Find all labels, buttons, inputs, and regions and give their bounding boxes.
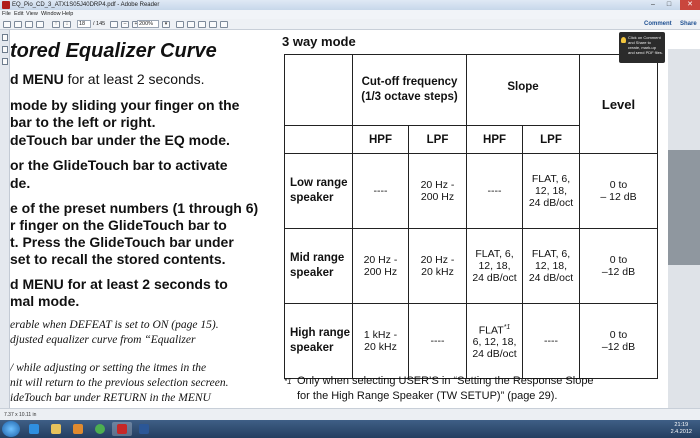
high-cutoff-lpf: ---- bbox=[409, 304, 467, 379]
header-slope: Slope bbox=[467, 55, 580, 126]
left-line-11: d MENU for at least 2 seconds to bbox=[10, 276, 228, 292]
left-note-3: / while adjusting or setting the itmes in the bbox=[10, 362, 207, 374]
fit-width-icon[interactable] bbox=[187, 21, 195, 28]
mid-slope-hpf: FLAT, 6, 12, 18, 24 dB/oct bbox=[467, 229, 523, 304]
left-note-1: erable when DEFEAT is set to ON (page 15). bbox=[10, 319, 219, 331]
subheader-cutoff-lpf: LPF bbox=[409, 126, 467, 154]
comment-share-tooltip: Click on Comment and Share to create, mark-up and send PDF files. bbox=[619, 32, 665, 63]
table-corner-cell bbox=[285, 55, 353, 126]
row-label-low: Low range speaker bbox=[285, 154, 353, 229]
open-icon[interactable] bbox=[3, 21, 11, 28]
eq-settings-table bbox=[284, 54, 658, 379]
taskbar-chrome-icon[interactable] bbox=[90, 422, 110, 436]
comment-bubble-icon[interactable] bbox=[198, 21, 206, 28]
mid-cutoff-hpf: 20 Hz - 200 Hz bbox=[353, 229, 409, 304]
header-cutoff-frequency: Cut-off frequency (1/3 octave steps) bbox=[353, 55, 467, 126]
left-line-9: t. Press the GlideTouch bar under bbox=[10, 234, 234, 250]
zoom-field[interactable]: 200% bbox=[137, 20, 159, 28]
table-row-high bbox=[285, 304, 658, 379]
taskbar-ie-icon[interactable] bbox=[24, 422, 44, 436]
window-title: EQ_Pio_CD_3_ATX1S05J40DRP4.pdf - Adobe Reader bbox=[12, 2, 160, 8]
subheader-slope-hpf: HPF bbox=[467, 126, 523, 154]
bookmarks-icon[interactable] bbox=[2, 46, 8, 53]
next-page-icon[interactable]: ↓ bbox=[63, 21, 71, 28]
left-line-12: mal mode. bbox=[10, 293, 80, 309]
share-pane-button[interactable]: Share bbox=[680, 21, 697, 27]
table-row-low bbox=[285, 154, 658, 229]
footnote-mark: *1 bbox=[284, 377, 292, 386]
taskbar bbox=[0, 420, 700, 438]
navigation-pane bbox=[0, 30, 10, 408]
menu-edit[interactable]: Edit bbox=[14, 11, 24, 17]
left-line-5: or the GlideTouch bar to activate bbox=[10, 157, 228, 173]
taskbar-explorer-icon[interactable] bbox=[46, 422, 66, 436]
adobe-reader-icon bbox=[2, 1, 10, 9]
low-level: 0 to – 12 dB bbox=[580, 154, 658, 229]
left-note-2: djusted equalizer curve from “Equalizer bbox=[10, 334, 196, 346]
status-bar bbox=[0, 408, 700, 420]
row-label-mid: Mid range speaker bbox=[285, 229, 353, 304]
page-total: / 145 bbox=[93, 21, 106, 27]
title-bar bbox=[0, 0, 700, 10]
mid-cutoff-lpf: 20 Hz - 20 kHz bbox=[409, 229, 467, 304]
high-level: 0 to –12 dB bbox=[580, 304, 658, 379]
low-slope-lpf: FLAT, 6, 12, 18, 24 dB/oct bbox=[523, 154, 580, 229]
low-slope-hpf: ---- bbox=[467, 154, 523, 229]
left-note-4: nit will return to the previous selection secreen. bbox=[10, 377, 229, 389]
menu-help[interactable]: Help bbox=[62, 11, 74, 17]
save-icon[interactable] bbox=[14, 21, 22, 28]
footnote-ref: *1 bbox=[503, 323, 511, 331]
left-line-7: e of the preset numbers (1 through 6) bbox=[10, 200, 259, 216]
clock-time: 21:19 bbox=[674, 422, 689, 428]
header-level: Level bbox=[580, 55, 658, 154]
taskbar-media-icon[interactable] bbox=[68, 422, 88, 436]
highlight-icon[interactable] bbox=[209, 21, 217, 28]
page-size: 7.37 x 10.11 in bbox=[4, 412, 37, 418]
right-side-pane bbox=[668, 30, 700, 408]
minimize-button[interactable]: – bbox=[651, 1, 655, 8]
zoom-dropdown-icon[interactable]: ▾ bbox=[162, 21, 170, 28]
low-cutoff-hpf: ---- bbox=[353, 154, 409, 229]
page-thumbnails-icon[interactable] bbox=[2, 34, 8, 41]
attachments-icon[interactable] bbox=[2, 58, 8, 65]
page-number-field[interactable]: 18 bbox=[77, 20, 91, 28]
previous-page-icon[interactable]: ↑ bbox=[52, 21, 60, 28]
maximize-button[interactable]: □ bbox=[666, 1, 672, 8]
sign-icon[interactable] bbox=[220, 21, 228, 28]
high-cutoff-hpf: 1 kHz - 20 kHz bbox=[353, 304, 409, 379]
high-slope-lpf: ---- bbox=[523, 304, 580, 379]
left-line-10: set to recall the stored contents. bbox=[10, 251, 226, 267]
footnote-line-2: for the High Range Speaker (TW SETUP)” (page 29). bbox=[297, 390, 558, 402]
close-button[interactable]: ✕ bbox=[680, 0, 700, 10]
email-icon[interactable] bbox=[36, 21, 44, 28]
menu-window[interactable]: Window bbox=[41, 11, 61, 17]
left-line-8: r finger on the GlideTouch bar to bbox=[10, 217, 227, 233]
clock-date: 2.4.2012 bbox=[670, 429, 692, 435]
print-icon[interactable] bbox=[25, 21, 33, 28]
zoom-out-icon[interactable]: – bbox=[121, 21, 129, 28]
mid-slope-lpf: FLAT, 6, 12, 18, 24 dB/oct bbox=[523, 229, 580, 304]
low-cutoff-lpf: 20 Hz - 200 Hz bbox=[409, 154, 467, 229]
taskbar-word-icon[interactable] bbox=[134, 422, 154, 436]
left-line-4: deTouch bar under the EQ mode. bbox=[10, 132, 230, 148]
toolbar bbox=[0, 19, 700, 30]
footnote-line-1: Only when selecting USER’S in “Setting the Response Slope bbox=[297, 375, 594, 387]
mid-level: 0 to –12 dB bbox=[580, 229, 658, 304]
menu-view[interactable]: View bbox=[26, 11, 38, 17]
lightbulb-icon bbox=[621, 37, 626, 43]
left-line-6: de. bbox=[10, 175, 31, 191]
subheader-slope-lpf: LPF bbox=[523, 126, 580, 154]
hand-tool-icon[interactable] bbox=[110, 21, 118, 28]
taskbar-adobe-reader-icon[interactable] bbox=[112, 422, 132, 436]
table-blank-cell bbox=[285, 126, 353, 154]
comment-pane-button[interactable]: Comment bbox=[644, 21, 672, 27]
system-clock[interactable] bbox=[671, 422, 692, 436]
menu-file[interactable]: File bbox=[2, 11, 11, 17]
row-label-high: High range speaker bbox=[285, 304, 353, 379]
document-view bbox=[10, 30, 668, 408]
left-note-5: ideTouch bar under RETURN in the MENU bbox=[10, 392, 211, 404]
zoom-in-icon[interactable]: + bbox=[132, 21, 140, 28]
scrollbar-thumb[interactable] bbox=[668, 150, 700, 265]
left-page-title: tored Equalizer Curve bbox=[10, 40, 217, 62]
left-line-3: bar to the left or right. bbox=[10, 114, 156, 130]
high-slope-hpf: FLAT$^{*1}$ 6, 12, 18, 24 dB/oct bbox=[467, 304, 523, 379]
section-title: 3 way mode bbox=[282, 34, 356, 49]
subheader-cutoff-hpf: HPF bbox=[353, 126, 409, 154]
start-button[interactable] bbox=[2, 421, 20, 437]
table-row-mid bbox=[285, 229, 658, 304]
left-line-2: mode by sliding your finger on the bbox=[10, 97, 240, 113]
menu-bar bbox=[0, 10, 700, 19]
fit-page-icon[interactable] bbox=[176, 21, 184, 28]
left-line-1: d MENU for at least 2 seconds. bbox=[10, 71, 205, 87]
